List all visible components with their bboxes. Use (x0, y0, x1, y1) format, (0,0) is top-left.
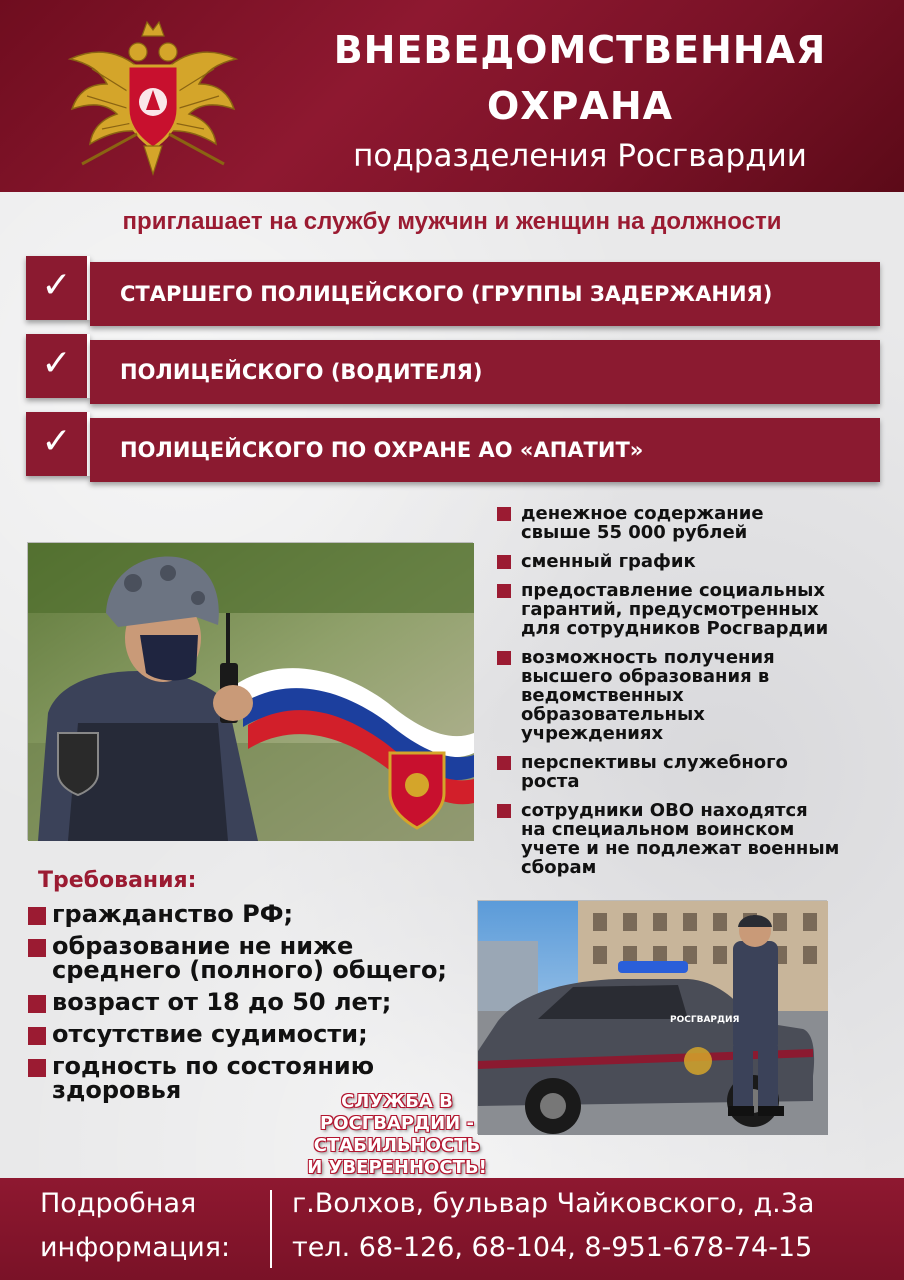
position-bar (90, 262, 880, 326)
car-label: РОСГВАРДИЯ (670, 1015, 740, 1025)
header-title-line1: ВНЕВЕДОМСТВЕННАЯ (333, 28, 827, 72)
checkmark-icon: ✓ (26, 256, 90, 320)
invite-text: приглашает на службу мужчин и женщин на должности (122, 208, 782, 235)
benefit-item: денежное содержание свыше 55 000 рублей (497, 504, 897, 542)
requirement-item: годность по состоянию здоровья (28, 1054, 468, 1102)
footer-phones: тел. 68-126, 68-104, 8-951-678-74-15 (292, 1232, 813, 1263)
checkmark-icon: ✓ (26, 334, 90, 398)
square-bullet-icon (497, 555, 511, 569)
header-banner (0, 0, 904, 192)
footer-address: г.Волхов, бульвар Чайковского, д.3а (292, 1188, 815, 1219)
footer-banner (0, 1178, 904, 1280)
square-bullet-icon (28, 907, 46, 925)
position-label: ПОЛИЦЕЙСКОГО (ВОДИТЕЛЯ) (120, 360, 483, 384)
square-bullet-icon (28, 1027, 46, 1045)
position-bar (90, 418, 880, 482)
position-label: СТАРШЕГО ПОЛИЦЕЙСКОГО (ГРУППЫ ЗАДЕРЖАНИЯ) (120, 282, 773, 306)
footer-divider (270, 1190, 272, 1268)
square-bullet-icon (28, 939, 46, 957)
benefit-item: возможность получения высшего образования в ведомственных образовательных учреждениях (497, 648, 897, 743)
square-bullet-icon (28, 1059, 46, 1077)
square-bullet-icon (497, 584, 511, 598)
requirements-title: Требования: (38, 868, 197, 893)
requirement-item: возраст от 18 до 50 лет; (28, 990, 468, 1014)
requirement-item: гражданство РФ; (28, 902, 468, 926)
footer-label-line2: информация: (40, 1232, 231, 1263)
benefits-list (497, 504, 897, 887)
header-subtitle: подразделения Росгвардии (353, 138, 807, 174)
slogan-line: СЛУЖБА В (341, 1091, 453, 1112)
benefit-item: сотрудники ОВО находятся на специальном воинском учете и не подлежат военным сборам (497, 801, 897, 877)
requirement-item: отсутствие судимости; (28, 1022, 468, 1046)
slogan-line: РОСГВАРДИИ - (320, 1113, 474, 1134)
square-bullet-icon (497, 651, 511, 665)
position-bar (90, 340, 880, 404)
header-title-line2: ОХРАНА (486, 84, 674, 128)
officer-illustration (28, 543, 474, 841)
footer-label-line1: Подробная (40, 1188, 197, 1219)
square-bullet-icon (497, 507, 511, 521)
square-bullet-icon (497, 804, 511, 818)
benefit-item: предоставление социальных гарантий, предусмотренных для сотрудников Росгвардии (497, 581, 897, 638)
position-label: ПОЛИЦЕЙСКОГО ПО ОХРАНЕ АО «АПАТИТ» (120, 438, 644, 462)
benefit-item: сменный график (497, 552, 897, 571)
rosgvardia-emblem-icon (62, 14, 244, 180)
patrol-car-illustration (478, 901, 828, 1135)
slogan-line: СТАБИЛЬНОСТЬ (313, 1135, 481, 1156)
requirements-list (28, 902, 468, 1110)
square-bullet-icon (28, 995, 46, 1013)
benefit-item: перспективы служебного роста (497, 753, 897, 791)
square-bullet-icon (497, 756, 511, 770)
requirement-item: образование не ниже среднего (полного) общего; (28, 934, 468, 982)
patrol-car-photo (477, 900, 827, 1134)
checkmark-icon: ✓ (26, 412, 90, 476)
slogan-line: И УВЕРЕННОСТЬ! (307, 1157, 487, 1178)
